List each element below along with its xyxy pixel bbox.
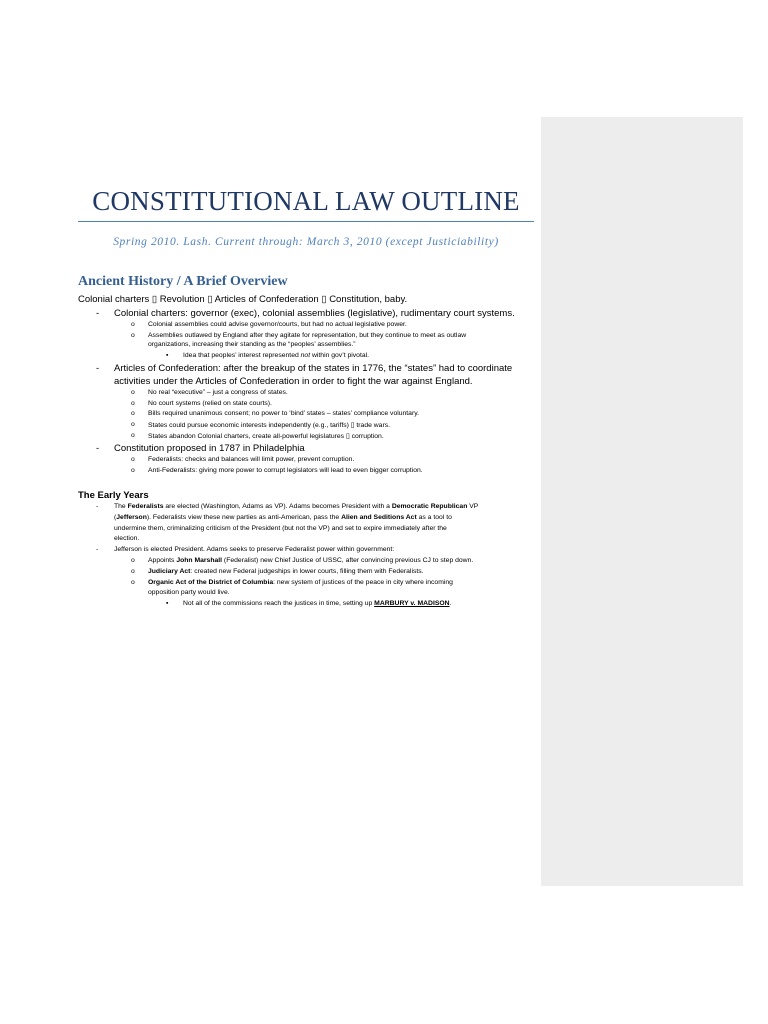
paragraph-line: The Federalists are elected (Washington, Adams as VP). Adams becomes President with a Democratic Republican VP (114, 503, 479, 510)
paragraph-line: Jefferson is elected President. Adams seeks to preserve Federalist power within government: (114, 546, 395, 553)
bullet-dash: - (96, 546, 99, 553)
bullet-circle: o (131, 432, 135, 439)
bullet-circle: o (131, 389, 135, 396)
sub-list-item: States abandon Colonial charters, create all-powerful legislatures ▯ corruption. (148, 433, 384, 440)
section-heading-ancient-history: Ancient History / A Brief Overview (78, 274, 288, 289)
sub-list-item: Federalists: checks and balances will limit power, prevent corruption. (148, 456, 355, 463)
sub-list-item: Anti-Federalists: giving more power to corrupt legislators will lead to even bigger corruption. (148, 467, 423, 474)
bullet-circle: o (131, 568, 135, 575)
sub-list-item: Appoints John Marshall (Federalist) new Chief Justice of USSC, after convincing previous CJ to step down. (148, 557, 474, 564)
bullet-square: ▪ (166, 600, 169, 607)
list-item: Colonial charters: governor (exec), colonial assemblies (legislative), rudimentary court systems. (114, 308, 515, 319)
bullet-dash: - (96, 363, 100, 374)
bullet-circle: o (131, 410, 135, 417)
comment-pane (541, 117, 743, 886)
section-intro: Colonial charters ▯ Revolution ▯ Articles of Confederation ▯ Constitution, baby. (78, 294, 408, 305)
bullet-circle: o (131, 421, 135, 428)
bullet-dash: - (96, 503, 99, 510)
sub-list-item: Organic Act of the District of Columbia: new system of justices of the peace in city where incoming (148, 579, 453, 586)
sub-list-item-continued: opposition party would live. (148, 589, 230, 596)
sub-list-item: No real “executive” – just a congress of states. (148, 389, 288, 396)
list-item-continued: activities under the Articles of Confederation in order to fight the war against England. (114, 376, 473, 387)
sub-list-item-continued: organizations, increasing their standing as the “peoples’ assemblies.” (148, 341, 356, 348)
bullet-circle: o (131, 400, 135, 407)
sub-sub-list-item: Not all of the commissions reach the justices in time, setting up MARBURY v. MADISON. (183, 600, 452, 607)
list-item: Articles of Confederation: after the breakup of the states in 1776, the “states” had to coordinate (114, 363, 513, 374)
sub-list-item: States could pursue economic interests independently (e.g., tariffs) ▯ trade wars. (148, 422, 391, 429)
paragraph-line: election. (114, 535, 140, 542)
bullet-dash: - (96, 443, 100, 454)
document-title: CONSTITUTIONAL LAW OUTLINE (92, 186, 520, 216)
bullet-circle: o (131, 321, 135, 328)
bullet-square: ▪ (166, 352, 169, 359)
list-item: Constitution proposed in 1787 in Philadelphia (114, 443, 305, 454)
sub-list-item: Judiciary Act: created new Federal judgeships in lower courts, filling them with Federalists. (148, 568, 424, 575)
bullet-circle: o (131, 557, 135, 564)
sub-list-item: Bills required unanimous consent; no power to ‘bind’ states – states’ compliance voluntary. (148, 410, 420, 417)
title-divider (78, 221, 534, 222)
sub-list-item: Assemblies outlawed by England after they agitate for representation, but they continue to meet as outlaw (148, 332, 467, 339)
bullet-circle: o (131, 579, 135, 586)
bullet-circle: o (131, 467, 135, 474)
sub-sub-list-item: Idea that peoples’ interest represented not within gov’t pivotal. (183, 352, 370, 359)
document-subtitle: Spring 2010. Lash. Current through: March 3, 2010 (except Justiciability) (113, 236, 499, 248)
bullet-circle: o (131, 456, 135, 463)
paragraph-line: (Jefferson). Federalists view these new parties as anti-American, pass the Alien and Seditions Act as a tool to (114, 514, 452, 521)
paragraph-line: undermine them, criminalizing criticism of the President (but not the VP) and set to expire immediately after the (114, 525, 447, 532)
sub-list-item: Colonial assemblies could advise governor/courts, but had no actual legislative power. (148, 321, 407, 328)
sub-list-item: No court systems (relied on state courts). (148, 400, 272, 407)
bullet-dash: - (96, 308, 100, 319)
case-citation: MARBURY v. MADISON (374, 600, 450, 607)
section-heading-early-years: The Early Years (78, 490, 149, 501)
bullet-circle: o (131, 332, 135, 339)
